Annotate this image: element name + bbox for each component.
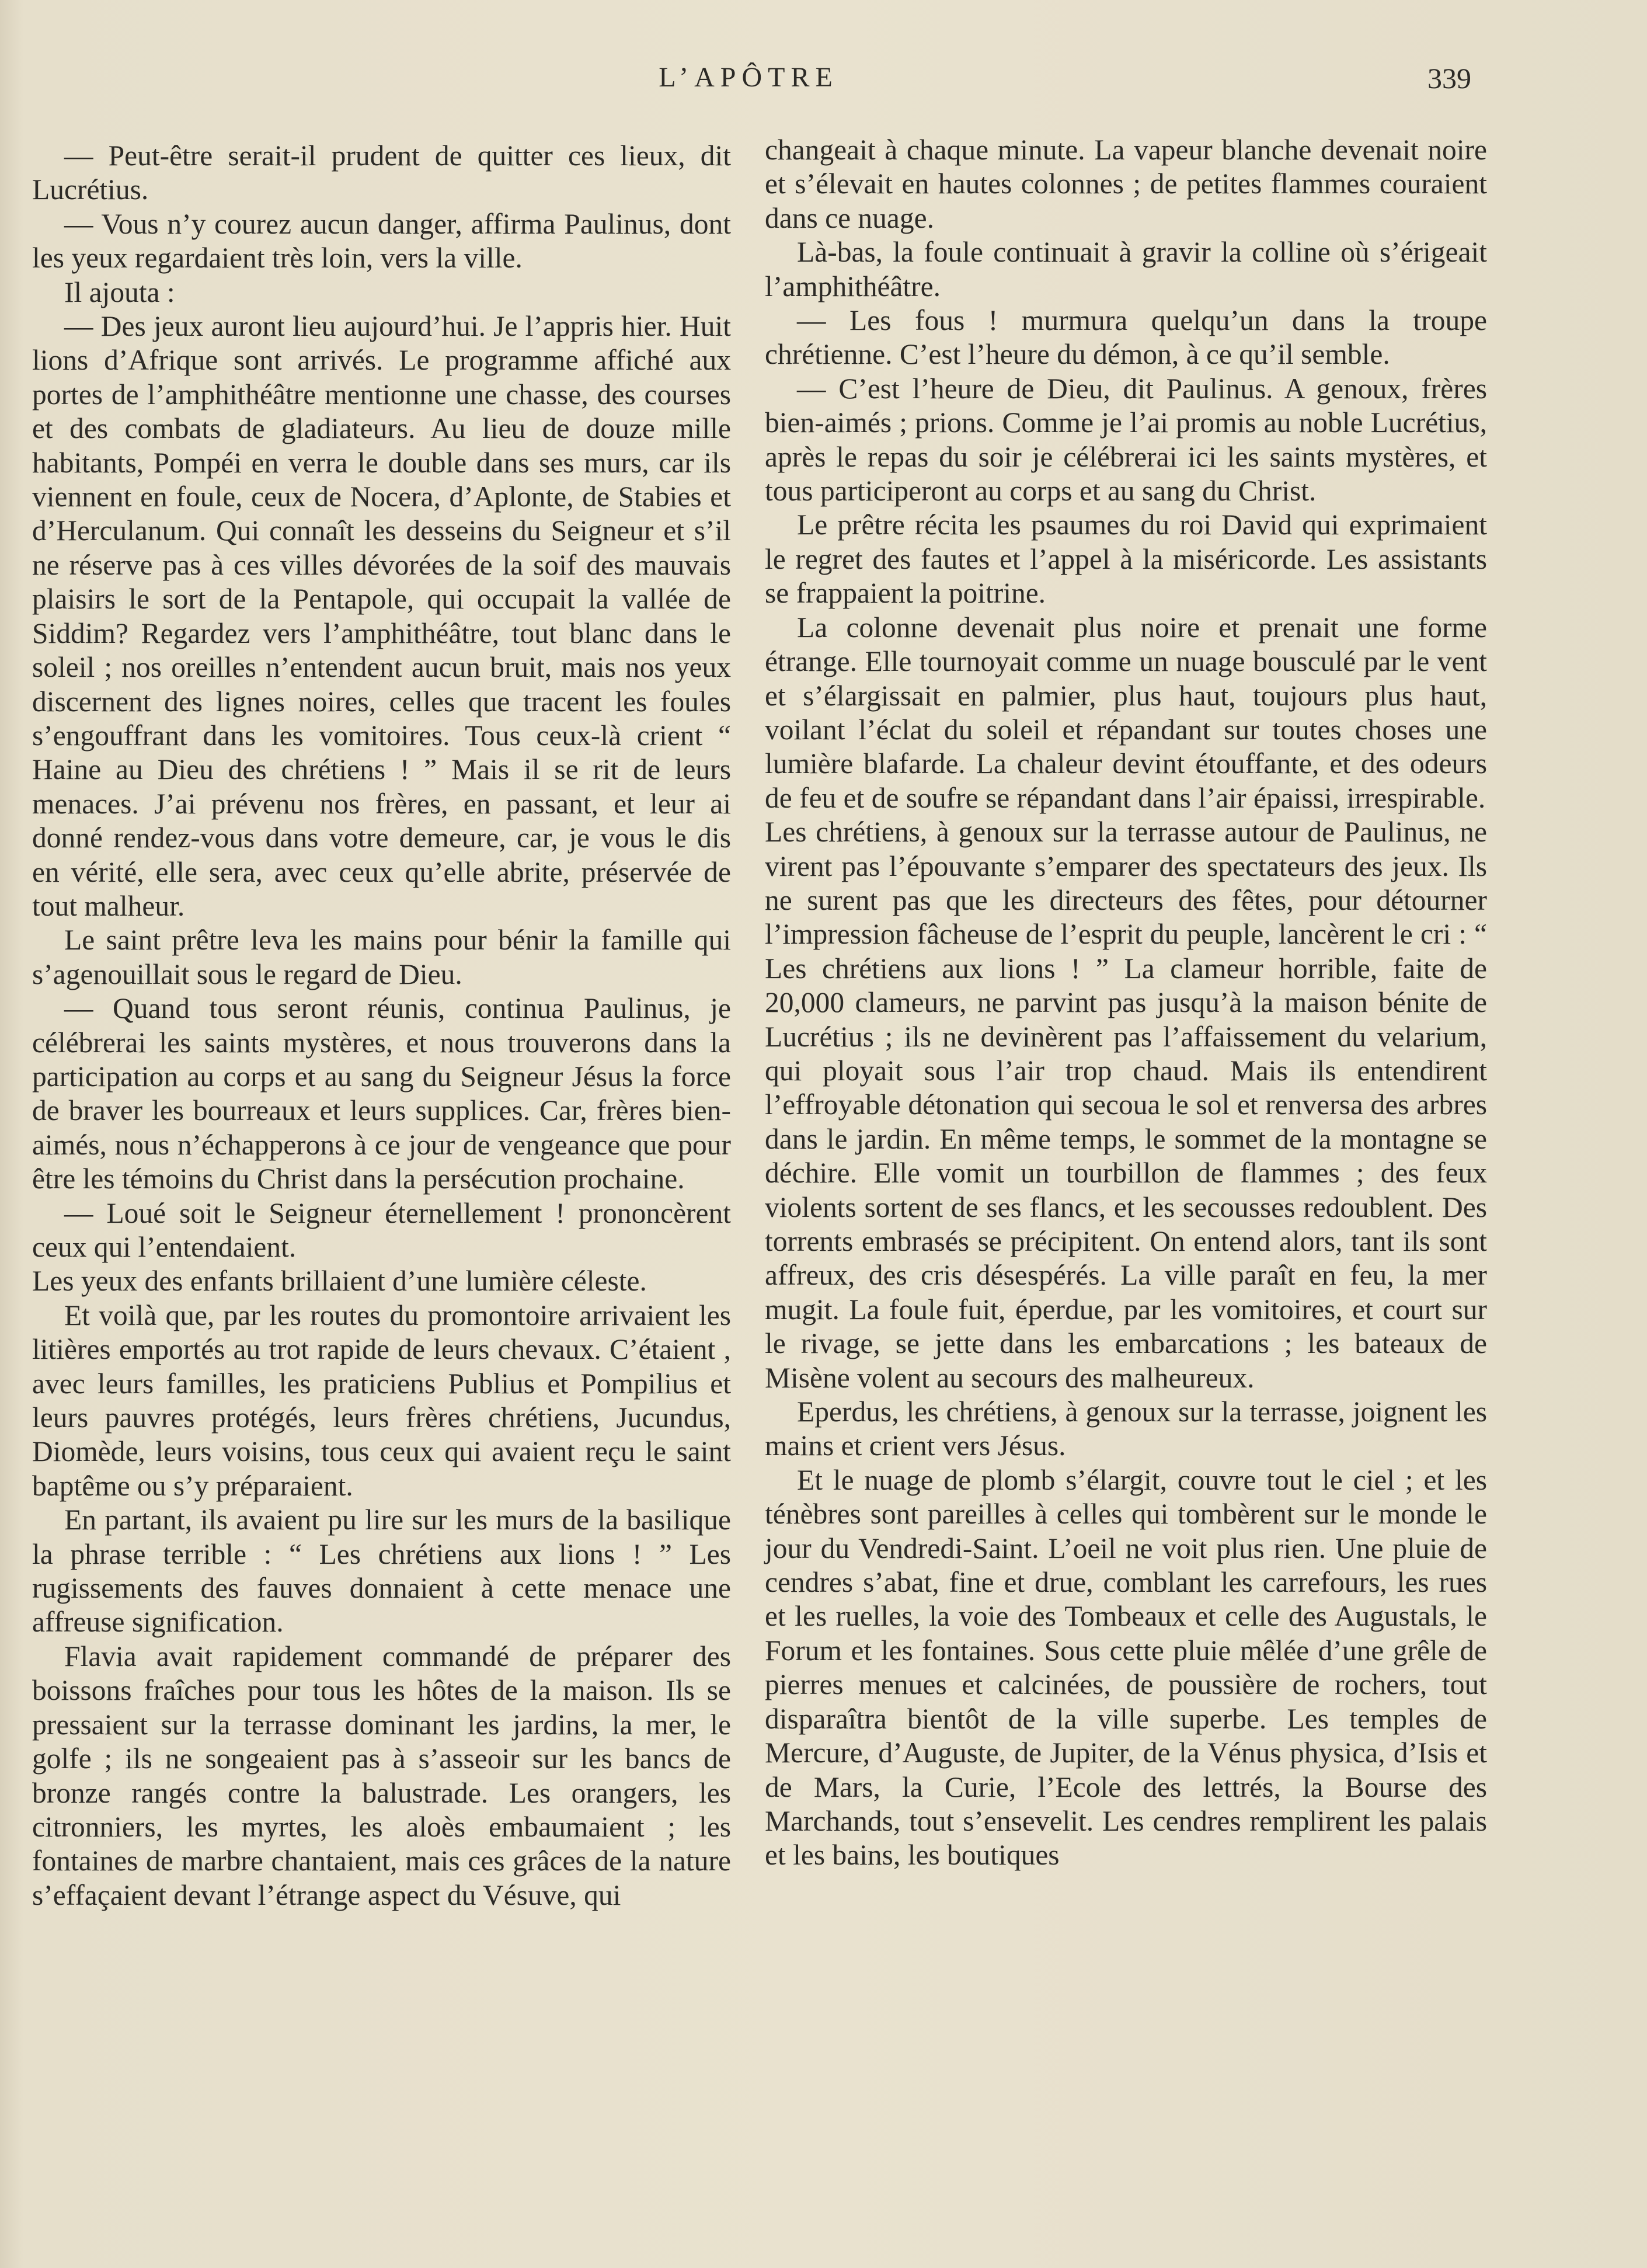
paragraph: Les chrétiens, à genoux sur la terrasse autour de Paulinus, ne virent pas l’épouvante s’emparer des spectateurs des jeux. Ils ne surent pas que les directeurs des fêtes, pour détourner l’impression fâcheuse de l’esprit du peuple, lancèrent le cri : “ Les chrétiens aux lions ! ” La clameur horrible, faite de 20,000 clameurs, ne parvint pas jusqu’à la maison bénite de Lucrétius ; ils ne devinèrent pas l’affaissement du velarium, qui ployait sous l’air trop chaud. Mais ils entendirent l’effroyable détonation qui secoua le sol et renversa des arbres dans le jardin. En même temps, le sommet de la montagne se déchire. Elle vomit un tourbillon de flammes ; des feux violents sortent de ses flancs, et les secousses redoublent. Des torrents embrasés se précipitent. On entend alors, tant ils sont affreux, des cris désespérés. La ville paraît en feu, la mer mugit. La foule fuit, éperdue, par les vomitoires, et court sur le rivage, se jette dans les embarcations ; les bateaux de Misène volent au secours des malheureux. [765, 816, 1487, 1394]
left-column [32, 139, 731, 1912]
paragraph: Flavia avait rapidement commandé de préparer des boissons fraîches pour tous les hôtes de la maison. Ils se pressaient sur la terrasse dominant les jardins, la mer, le golfe ; ils ne songeaient pas à s’asseoir sur les bancs de bronze rangés contre la balustrade. Les orangers, les citronniers, les myrtes, les aloès embaumaient ; les fontaines de marbre chantaient, mais ces grâces de la nature s’effaçaient devant l’étrange aspect du Vésuve, qui [32, 1640, 731, 1911]
paragraph: — Les fous ! murmura quelqu’un dans la troupe chrétienne. C’est l’heure du démon, à ce qu’il semble. [765, 304, 1487, 371]
paragraph: changeait à chaque minute. La vapeur blanche devenait noire et s’élevait en hautes colonnes ; de petites flammes couraient dans ce nuage. [765, 134, 1487, 234]
paragraph: Le prêtre récita les psaumes du roi David qui exprimaient le regret des fautes et l’appel à la miséricorde. Les assistants se frappaient la poitrine. [765, 509, 1487, 610]
paragraph: — Quand tous seront réunis, continua Paulinus, je célébrerai les saints mystères, et nous trouverons dans la participation au corps et au sang du Seigneur Jésus la force de braver les bourreaux et leurs supplices. Car, frères bien-aimés, nous n’échapperons à ce jour de vengeance que pour être les témoins du Christ dans la persécution prochaine. [32, 992, 731, 1195]
paragraph: Et voilà que, par les routes du promontoire arrivaient les litières emportés au trot rapide de leurs chevaux. C’étaient , avec leurs familles, les praticiens Publius et Pompilius et leurs pauvres protégés, leurs frères chrétiens, Jucundus, Diomède, leurs voisins, tous ceux qui avaient reçu le saint baptême ou s’y préparaient. [32, 1299, 731, 1502]
paragraph: — Des jeux auront lieu aujourd’hui. Je l’appris hier. Huit lions d’Afrique sont arrivés. Le programme affiché aux portes de l’amphithéâtre mentionne une chasse, des courses et des combats de gladiateurs. Au lieu de douze mille habitants, Pompéi en verra le double dans ses murs, car ils viennent en foule, ceux de Nocera, d’Aplonte, de Stabies et d’Herculanum. Qui connaît les desseins du Seigneur et s’il ne réserve pas à ces villes dévorées de la soif des mauvais plaisirs le sort de la Pentapole, qui occupait la vallée de Siddim? Regardez vers l’amphithéâtre, tout blanc dans le soleil ; nos oreilles n’entendent aucun bruit, mais nos yeux discernent des lignes noires, celles que tracent les foules s’engouffrant dans les vomitoires. Tous ceux-là crient “ Haine au Dieu des chrétiens ! ” Mais il se rit de leurs menaces. J’ai prévenu nos frères, en passant, et leur ai donné rendez-vous dans votre demeure, car, je vous le dis en vérité, elle sera, avec ceux qu’elle abrite, préservée de tout malheur. [32, 310, 731, 922]
right-column [765, 133, 1487, 1873]
paragraph: — Peut-être serait-il prudent de quitter ces lieux, dit Lucrétius. [32, 140, 731, 206]
paragraph: Eperdus, les chrétiens, à genoux sur la terrasse, joignent les mains et crient vers Jésus. [765, 1396, 1487, 1462]
page-number: 339 [1427, 62, 1471, 95]
paragraph: Il ajouta : [64, 276, 175, 308]
paragraph: — C’est l’heure de Dieu, dit Paulinus. A genoux, frères bien-aimés ; prions. Comme je l’ai promis au noble Lucrétius, après le repas du soir je célébrerai ici les saints mystères, et tous participeront au corps et au sang du Christ. [765, 372, 1487, 507]
paragraph: Le saint prêtre leva les mains pour bénir la famille qui s’agenouillait sous le regard de Dieu. [32, 924, 731, 990]
paragraph: — Vous n’y courez aucun danger, affirma Paulinus, dont les yeux regardaient très loin, vers la ville. [32, 207, 731, 274]
paragraph: La colonne devenait plus noire et prenait une forme étrange. Elle tournoyait comme un nuage bousculé par le vent et s’élargissait en palmier, plus haut, toujours plus haut, voilant l’éclat du soleil et répandant sur toutes choses une lumière blafarde. La chaleur devint étouffante, et des odeurs de feu et de soufre se répandant dans l’air épaissi, irrespirable. [765, 611, 1487, 814]
paragraph: — Loué soit le Seigneur éternellement ! prononcèrent ceux qui l’entendaient. [32, 1196, 731, 1263]
paragraph: Et le nuage de plomb s’élargit, couvre tout le ciel ; et les ténèbres sont pareilles à celles qui tombèrent sur le monde le jour du Vendredi-Saint. L’oeil ne voit plus rien. Une pluie de cendres s’abat, fine et drue, comblant les carrefours, les rues et les ruelles, la voie des Tombeaux et celle des Augustals, le Forum et les fontaines. Sous cette pluie mêlée d’une grêle de pierres menues et calcinées, de poussière de rochers, tout disparaîtra bientôt de la ville superbe. Les temples de Mercure, d’Auguste, de Jupiter, de la Vénus physica, d’Isis et de Mars, la Curie, l’Ecole des lettrés, la Bourse des Marchands, tout s’ensevelit. Les cendres remplirent les palais et les bains, les boutiques [765, 1463, 1487, 1872]
paragraph: Les yeux des enfants brillaient d’une lumière céleste. [32, 1265, 647, 1298]
paragraph: En partant, ils avaient pu lire sur les murs de la basilique la phrase terrible : “ Les chrétiens aux lions ! ” Les rugissements des fauves donnaient à cette menace une affreuse signification. [32, 1504, 731, 1639]
running-head: L’APÔTRE [659, 62, 838, 93]
paragraph: Là-bas, la foule continuait à gravir la colline où s’érigeait l’amphithéâtre. [765, 236, 1487, 302]
